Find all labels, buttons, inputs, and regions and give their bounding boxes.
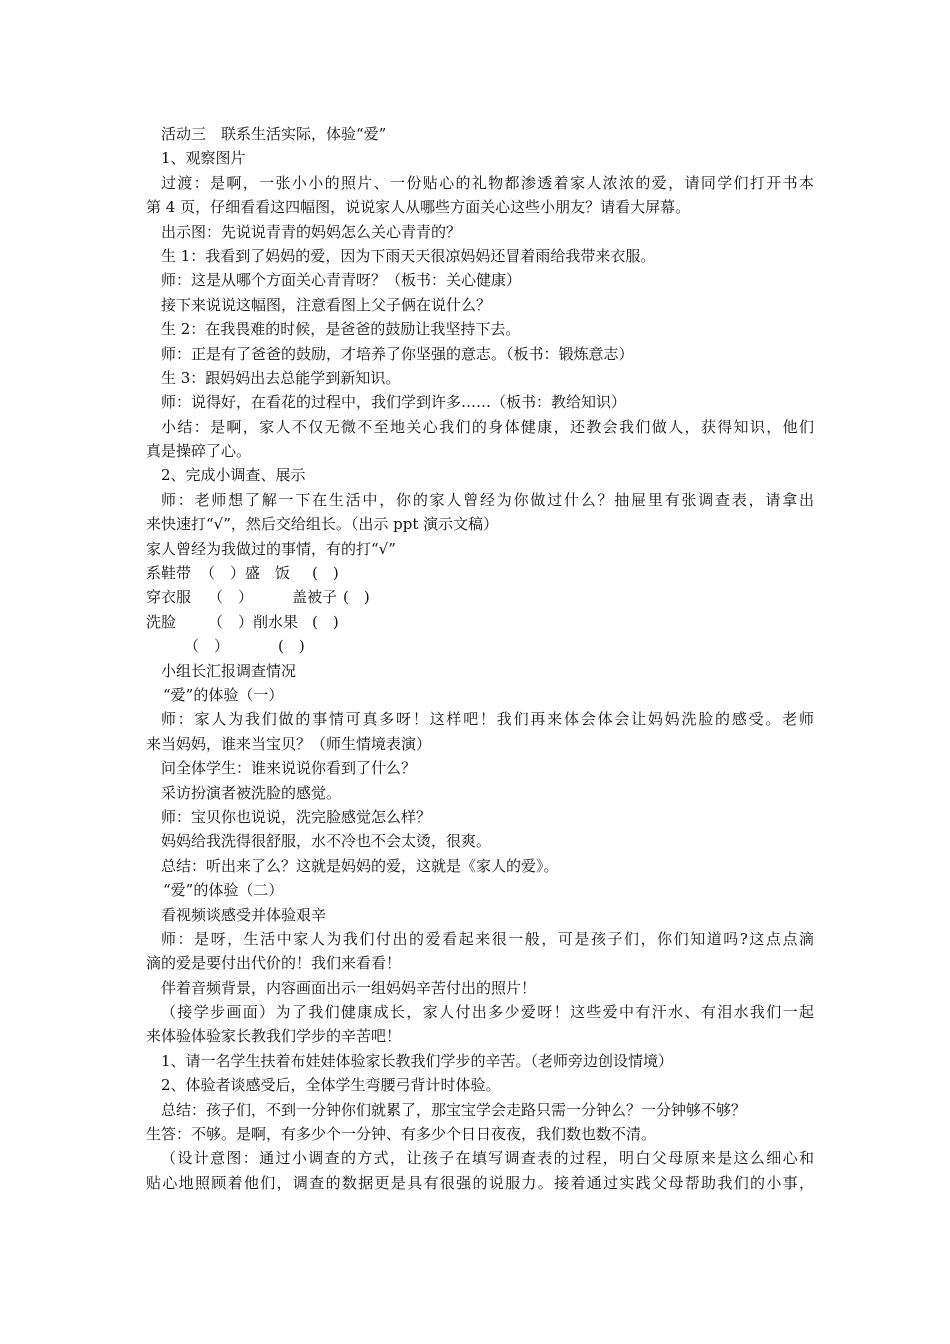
paragraph-line: 第 4 页，仔细看看这四幅图，说说家人从哪些方面关心这些小朋友？请看大屏幕。 <box>146 198 691 217</box>
paragraph-line: （设计意图：通过小调查的方式，让孩子在填写调查表的过程，明白父母原来是这么细心和 <box>161 1149 814 1168</box>
paragraph-line: 小组长汇报调查情况 <box>161 661 297 680</box>
paragraph-line: 问全体学生：谁来说说你看到了什么？ <box>161 759 417 778</box>
paragraph-line: 看视频谈感受并体验艰辛 <box>161 905 327 924</box>
document-page <box>146 122 814 1195</box>
survey-item: （ ）盛 饭 <box>200 564 291 583</box>
survey-item: 洗脸 <box>146 612 177 631</box>
section-heading: “爱”的体验（一） <box>163 685 284 704</box>
paragraph-line: 贴心地照顾着他们，调查的数据更是具有很强的说服力。接着通过实践父母帮助我们的小事， <box>146 1173 814 1192</box>
paragraph-line: 过渡：是啊，一张小小的照片、一份贴心的礼物都渗透着家人浓浓的爱，请同学们打开书本 <box>161 173 814 192</box>
paragraph-line: 出示图：先说说青青的妈妈怎么关心青青的？ <box>161 222 462 241</box>
survey-checkbox: ( ) <box>312 612 339 631</box>
survey-item: 盖被子 <box>292 588 338 607</box>
paragraph-line: 生 3：跟妈妈出去总能学到新知识。 <box>161 368 401 387</box>
section-heading: “爱”的体验（二） <box>163 881 284 900</box>
survey-row <box>146 634 814 658</box>
survey-checkbox: ( ) <box>278 637 305 656</box>
paragraph-line: 师：说得好，在看花的过程中，我们学到许多……（板书：教给知识） <box>161 393 627 412</box>
paragraph-line: 总结：听出来了么？这就是妈妈的爱，这就是《家人的爱》。 <box>161 856 559 875</box>
paragraph-line: 生 2：在我畏难的时候，是爸爸的鼓励让我坚持下去。 <box>161 320 521 339</box>
paragraph-line: 生答：不够。是啊，有多少个一分钟、有多少个日日夜夜，我们数也数不清。 <box>146 1125 657 1144</box>
paragraph-line: 接下来说说这幅图，注意看图上父子俩在说什么？ <box>161 295 492 314</box>
survey-checkbox: （ ） <box>208 588 254 607</box>
survey-item: 系鞋带 <box>146 564 192 583</box>
paragraph-line: 师：家人为我们做的事情可真多呀！这样吧！我们再来体会体会让妈妈洗脸的感受。老师 <box>161 710 814 729</box>
paragraph-line: 师：老师想了解一下在生活中，你的家人曾经为你做过什么？抽屉里有张调查表，请拿出 <box>161 490 814 509</box>
survey-checkbox: （ ） <box>184 637 230 656</box>
survey-checkbox: ( ) <box>343 588 370 607</box>
survey-checkbox: ( ) <box>312 564 339 583</box>
activity-heading: 活动三 联系生活实际，体验“爱” <box>161 125 387 143</box>
paragraph-line: 总结：孩子们，不到一分钟你们就累了，那宝宝学会走路只需一分钟么？一分钟够不够？ <box>161 1100 747 1119</box>
paragraph-line: 妈妈给我洗得很舒服，水不冷也不会太烫，很爽。 <box>161 832 492 851</box>
survey-item: 穿衣服 <box>146 588 192 607</box>
paragraph-line: （接学步画面）为了我们健康成长，家人付出多少爱呀！这些爱中有汗水、有泪水我们一起 <box>161 1003 814 1022</box>
paragraph-line: 滴的爱是要付出代价的！我们来看看！ <box>146 954 402 973</box>
section-heading: 1、观察图片 <box>161 149 246 168</box>
paragraph-line: 来快速打“√”，然后交给组长。（出示 ppt 演示文稿） <box>146 515 499 534</box>
survey-row <box>146 585 814 609</box>
paragraph-line: 真是操碎了心。 <box>146 442 252 461</box>
survey-item: （ ）削水果 <box>208 612 299 631</box>
paragraph-line: 师：这是从哪个方面关心青青呀？（板书：关心健康） <box>161 271 522 290</box>
paragraph-line: 师：是呀，生活中家人为我们付出的爱看起来很一般，可是孩子们，你们知道吗?这点点滴 <box>161 929 814 948</box>
paragraph-line: 师：宝贝你也说说，洗完脸感觉怎么样？ <box>161 807 432 826</box>
paragraph-line: 1、请一名学生扶着布娃娃体验家长教我们学步的辛苦。（老师旁边创设情境） <box>161 1051 674 1070</box>
section-heading: 2、完成小调查、展示 <box>161 466 306 485</box>
paragraph-line: 来体验体验家长教我们学步的辛苦吧！ <box>146 1027 402 1046</box>
paragraph-line: 师：正是有了爸爸的鼓励，才培养了你坚强的意志。（板书：锻炼意志） <box>161 344 634 363</box>
survey-row <box>146 610 814 634</box>
survey-row <box>146 561 814 585</box>
paragraph-line: 来当妈妈，谁来当宝贝？（师生情境表演） <box>146 734 432 753</box>
paragraph-line: 采访扮演者被洗脸的感觉。 <box>161 783 342 802</box>
paragraph-line: 2、体验者谈感受后，全体学生弯腰弓背计时体验。 <box>161 1076 501 1095</box>
paragraph-line: 生 1：我看到了妈妈的爱，因为下雨天天很凉妈妈还冒着雨给我带来衣服。 <box>161 246 656 265</box>
survey-title: 家人曾经为我做过的事情，有的打“√” <box>146 539 396 558</box>
paragraph-line: 伴着音频背景，内容画面出示一组妈妈辛苦付出的照片！ <box>161 978 537 997</box>
paragraph-line: 小结：是啊，家人不仅无微不至地关心我们的身体健康，还教会我们做人，获得知识，他们 <box>161 417 814 436</box>
